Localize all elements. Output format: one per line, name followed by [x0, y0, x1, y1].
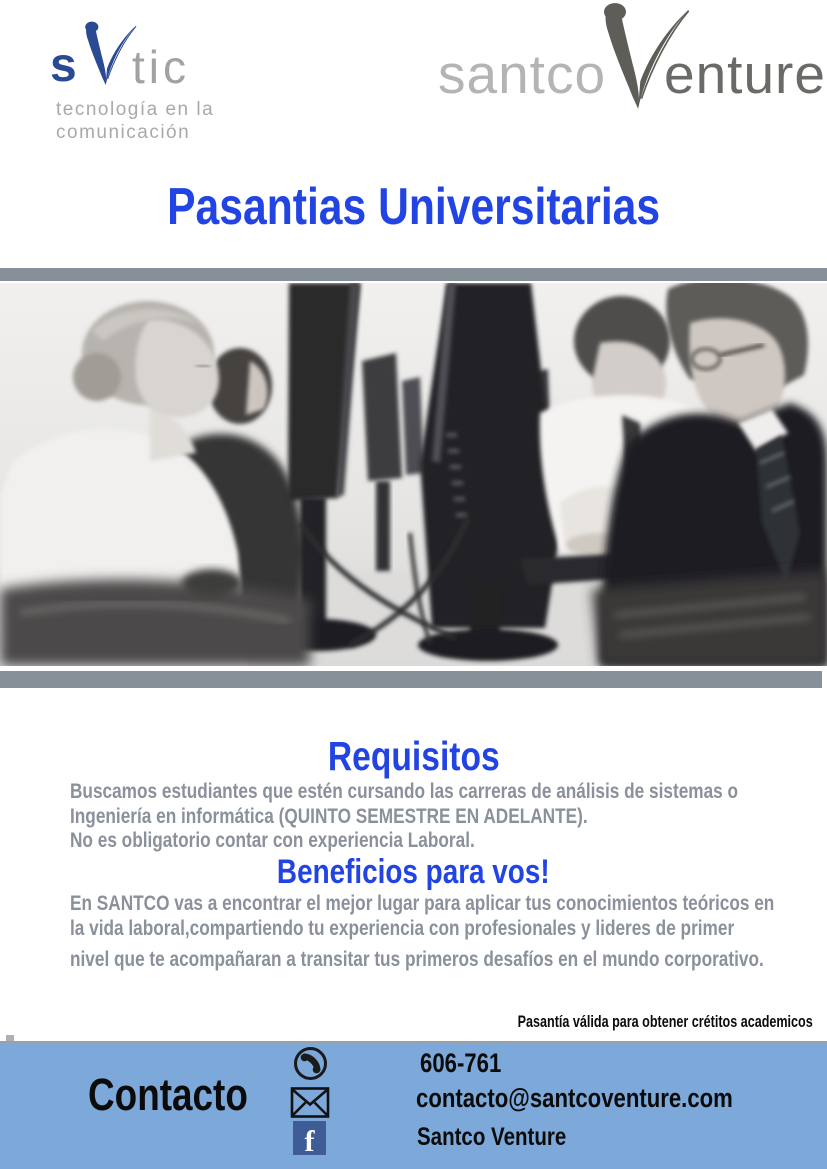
contact-facebook: Santco Venture	[417, 1123, 567, 1151]
beneficios-heading: Beneficios para vos!	[277, 853, 550, 891]
svtic-tagline-line1: tecnología en la	[56, 99, 215, 120]
contact-phone-row	[420, 1048, 519, 1078]
svtic-logo	[40, 2, 220, 152]
svtic-tagline	[56, 98, 226, 144]
requisitos-line-2: Ingeniería en informática (QUINTO SEMESTRE EN ADELANTE).	[70, 804, 588, 828]
beneficios-line-2: la vida laboral,compartiendo tu experiencia con profesionales y lideres de primer	[70, 916, 735, 940]
requisitos-heading-row	[0, 733, 827, 779]
contact-phone: 606-761	[420, 1048, 502, 1078]
office-photo	[0, 283, 827, 666]
contact-email-row	[416, 1083, 802, 1113]
contact-label: Contacto	[88, 1069, 248, 1120]
page-title: Pasantias Universitarias	[166, 178, 660, 236]
svtic-tagline-line2: comunicación	[56, 122, 191, 143]
mail-icon	[290, 1086, 330, 1119]
beneficios-line-3: nivel que te acompañaran a transitar tus primeros desafíos en el mundo corporativo.	[70, 948, 764, 971]
beneficios-line-1: En SANTCO vas a encontrar el mejor lugar para aplicar tus conocimientos teóricos en	[70, 892, 775, 915]
divider-bar-bottom	[0, 671, 822, 688]
contact-label-row	[88, 1070, 283, 1120]
requisitos-line-3: No es obligatorio contar con experiencia Laboral.	[70, 829, 475, 852]
requisitos-text	[70, 780, 827, 854]
title-row	[0, 178, 827, 236]
divider-bar-top	[0, 268, 827, 281]
svtic-letters-tic: tic	[132, 41, 190, 93]
santcoventure-text-enture: enture	[664, 43, 826, 105]
credits-note-row	[414, 1012, 813, 1032]
beneficios-heading-row	[0, 853, 827, 891]
credits-note: Pasantía válida para obtener crétitos academicos	[517, 1012, 813, 1031]
facebook-icon	[293, 1121, 326, 1158]
requisitos-heading: Requisitos	[327, 733, 500, 779]
contact-email: contacto@santcoventure.com	[416, 1083, 733, 1113]
svtic-checkmark-icon	[72, 4, 138, 104]
facebook-letter: f	[304, 1125, 315, 1158]
beneficios-text	[70, 892, 827, 973]
contact-facebook-row	[417, 1122, 599, 1152]
phone-icon	[292, 1045, 329, 1082]
santcoventure-logo	[438, 0, 827, 115]
santcoventure-text-santco: santco	[438, 43, 607, 105]
svtic-letter-s: s	[50, 39, 77, 92]
requisitos-line-1: Buscamos estudiantes que estén cursando las carreras de análisis de sistemas o	[70, 780, 739, 803]
